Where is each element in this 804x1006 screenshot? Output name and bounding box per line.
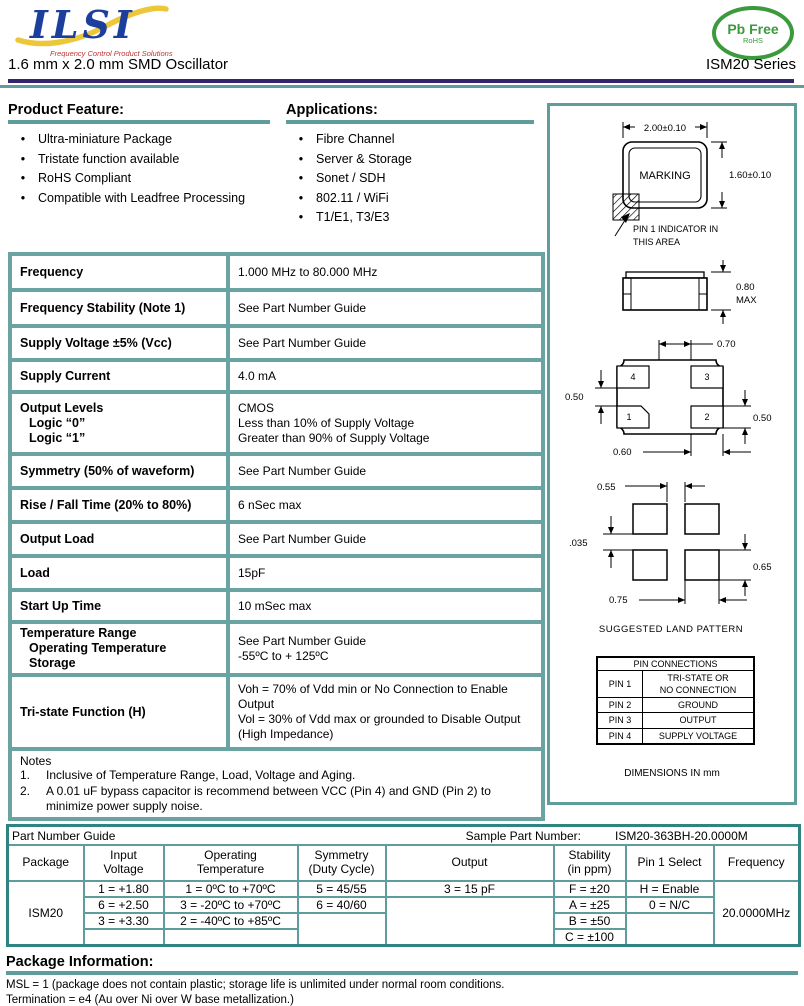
- feature-item: [8, 169, 270, 189]
- png-title: Part Number Guide: [12, 828, 116, 843]
- applications-title: Applications:: [286, 102, 378, 118]
- pad-number-2: 2: [704, 412, 710, 422]
- png-frequency-cell: 20.0000MHz: [714, 881, 800, 946]
- spec-label-supply-current: Supply Current: [10, 360, 228, 392]
- note-text: Inclusive of Temperature Range, Load, Voltage and Aging.: [46, 768, 356, 782]
- spec-value-output-load: See Part Number Guide: [228, 522, 543, 556]
- table-row: [10, 622, 543, 675]
- png-op-temp-2: 2 = -40ºC to +85ºC: [164, 913, 298, 929]
- feature-text: Tristate function available: [38, 151, 180, 166]
- png-symmetry-1: 6 = 40/60: [298, 897, 386, 913]
- package-information-underline: [6, 971, 798, 975]
- png-output-cell: 3 = 15 pF: [386, 881, 554, 897]
- bullet-icon: •: [20, 132, 26, 146]
- col-header-package: Package: [8, 845, 84, 881]
- application-item: [286, 169, 534, 189]
- land-pattern-drawing: [555, 474, 789, 642]
- col-header-frequency: Frequency: [714, 845, 800, 881]
- table-row: [8, 897, 800, 913]
- col-header-pin1-select: Pin 1 Select: [626, 845, 714, 881]
- table-row: [597, 657, 754, 671]
- pin1-cell: PIN 1: [597, 671, 643, 698]
- land-pattern-caption: SUGGESTED LAND PATTERN: [598, 624, 744, 635]
- table-row: [10, 360, 543, 392]
- application-item: [286, 208, 534, 228]
- features-applications: [8, 102, 538, 228]
- pin1-function-line2: NO CONNECTION: [659, 685, 737, 696]
- land-dim-left-arrows: [608, 527, 614, 557]
- side-dim-arrows: [720, 265, 726, 317]
- col-header-operating-temperature: Operating Temperature: [164, 845, 298, 881]
- land-top-dim: 0.55: [597, 482, 616, 493]
- png-input-voltage-0: 1 = +1.80: [84, 881, 164, 897]
- table-row: [10, 590, 543, 622]
- png-stability-0: F = ±20: [554, 881, 626, 897]
- spec-value-tristate: Voh = 70% of Vdd min or No Connection to Enable Output Vol = 30% of Vdd max or grounded to Disable Output (High Impedance): [228, 675, 543, 749]
- bottom-dim-left-arrows: [598, 381, 604, 413]
- feature-text: Ultra-miniature Package: [38, 132, 173, 146]
- pin4-cell: PIN 4: [597, 728, 643, 744]
- table-row: [10, 392, 543, 454]
- dimensions-note: DIMENSIONS IN mm: [624, 768, 720, 779]
- spec-label-load: Load: [10, 556, 228, 590]
- spec-value-load: 15pF: [228, 556, 543, 590]
- feature-item: [8, 150, 270, 170]
- pad-number-3: 3: [704, 372, 710, 382]
- package-information-section: [6, 954, 798, 1006]
- badge-pbfree-label: Pb Free: [727, 20, 779, 37]
- spec-label-symmetry: Symmetry (50% of waveform): [10, 454, 228, 488]
- package-bottom-view-drawing: [555, 334, 789, 472]
- application-text: Sonet / SDH: [316, 171, 386, 185]
- table-row: [597, 713, 754, 728]
- package-side-view-drawing: [555, 258, 789, 332]
- side-dim-lines: [711, 260, 731, 324]
- logo-tagline: Frequency Control Product Solutions: [50, 49, 173, 58]
- pin1-function-line1: TRI-STATE OR: [667, 673, 729, 683]
- ilsi-logo: [14, 2, 214, 58]
- logo-text: ILSI: [30, 2, 136, 47]
- divider-teal: [0, 85, 804, 88]
- note-item: [20, 768, 533, 784]
- pin3-function: OUTPUT: [643, 713, 755, 728]
- land-left-dim: .035: [569, 538, 588, 549]
- col-header-stability: Stability (in ppm): [554, 845, 626, 881]
- note-number: 2.: [20, 783, 31, 798]
- pin1-note-line1: PIN 1 INDICATOR IN: [633, 224, 719, 234]
- table-row: [10, 749, 543, 819]
- applications-section: [286, 102, 534, 228]
- spec-label-output-levels: Output Levels Logic “0” Logic “1”: [10, 392, 228, 454]
- table-row: [8, 826, 800, 846]
- note-text: A 0.01 uF bypass capacitor is recommend between VCC (Pin 4) and GND (Pin 2) to minimize power supply noise.: [46, 783, 491, 813]
- application-text: 802.11 / WiFi: [316, 190, 389, 205]
- pin-table-title: PIN CONNECTIONS: [597, 657, 754, 671]
- png-stability-3: C = ±100: [554, 929, 626, 946]
- png-pin1-select-0: H = Enable: [626, 881, 714, 897]
- spec-label-startup: Start Up Time: [10, 590, 228, 622]
- table-row: [8, 845, 800, 881]
- table-row: [10, 556, 543, 590]
- spec-value-rise-fall: 6 nSec max: [228, 488, 543, 522]
- pin1-function: [643, 671, 755, 698]
- ilsi-logo-icon: [14, 2, 174, 48]
- png-op-temp-empty: [164, 929, 298, 946]
- package-information-title: Package Information:: [6, 954, 154, 970]
- bottom-view-bottom-dim: 0.60: [613, 447, 632, 458]
- pad-number-4: 4: [630, 372, 636, 382]
- side-body: [623, 272, 707, 310]
- pin-connections-table: [596, 656, 755, 745]
- bottom-dim-bottom: [643, 434, 751, 456]
- marking-label: MARKING: [639, 170, 691, 182]
- land-dim-top: [625, 482, 705, 502]
- bullet-icon: •: [298, 210, 304, 224]
- bullet-icon: •: [298, 190, 304, 205]
- top-view-height-dim: 1.60±0.10: [729, 170, 772, 181]
- png-op-temp-1: 3 = -20ºC to +70ºC: [164, 897, 298, 913]
- png-input-voltage-1: 6 = +2.50: [84, 897, 164, 913]
- spec-table: [8, 252, 545, 821]
- spec-label-tristate: Tri-state Function (H): [10, 675, 228, 749]
- pin4-function: SUPPLY VOLTAGE: [643, 728, 755, 744]
- spec-label-stability: Frequency Stability (Note 1): [10, 290, 228, 326]
- table-row: [10, 675, 543, 749]
- side-view-max-label: MAX: [736, 295, 757, 306]
- col-header-symmetry: Symmetry (Duty Cycle): [298, 845, 386, 881]
- package-top-view-drawing: [555, 114, 789, 256]
- png-stability-2: B = ±50: [554, 913, 626, 929]
- table-row: [10, 454, 543, 488]
- png-title-row: [8, 826, 800, 846]
- land-pads: [633, 504, 719, 580]
- table-row: [597, 698, 754, 713]
- feature-text: Compatible with Leadfree Processing: [38, 190, 246, 205]
- pin2-cell: PIN 2: [597, 698, 643, 713]
- pin-connections: [596, 656, 755, 745]
- divider-purple: [8, 79, 794, 83]
- spec-value-frequency: 1.000 MHz to 80.000 MHz: [228, 254, 543, 290]
- spec-label-frequency: Frequency: [10, 254, 228, 290]
- notes-title: Notes: [20, 754, 52, 768]
- spec-value-symmetry: See Part Number Guide: [228, 454, 543, 488]
- spec-value-startup: 10 mSec max: [228, 590, 543, 622]
- table-row: [597, 728, 754, 744]
- spec-value-supply-current: 4.0 mA: [228, 360, 543, 392]
- spec-label-temp-range: Temperature Range Operating Temperature Storage: [10, 622, 228, 675]
- spec-label-supply-voltage: Supply Voltage ±5% (Vcc): [10, 326, 228, 360]
- bullet-icon: •: [20, 171, 26, 185]
- msl-line: MSL = 1 (package does not contain plastic; storage life is unlimited under normal room conditions.: [6, 978, 505, 991]
- pin1-note-line2: THIS AREA: [633, 237, 681, 247]
- bullet-icon: •: [298, 151, 304, 166]
- pin2-function: GROUND: [643, 698, 755, 713]
- col-header-output: Output: [386, 845, 554, 881]
- mechanical-drawings-panel: [547, 103, 797, 805]
- table-row: [597, 671, 754, 698]
- top-view-width-dim: 2.00±0.10: [643, 123, 687, 134]
- badge-rohs-label: RoHS: [742, 35, 763, 45]
- application-text: Fibre Channel: [316, 132, 395, 146]
- bullet-icon: •: [20, 151, 26, 166]
- sample-part-number-label: Sample Part Number:: [465, 828, 581, 843]
- table-row: [8, 881, 800, 897]
- png-op-temp-0: 1 = 0ºC to +70ºC: [164, 881, 298, 897]
- spec-value-supply-voltage: See Part Number Guide: [228, 326, 543, 360]
- bottom-view-right-dim: 0.50: [753, 413, 772, 424]
- spec-value-stability: See Part Number Guide: [228, 290, 543, 326]
- png-input-voltage-empty: [84, 929, 164, 946]
- application-text: T1/E1, T3/E3: [316, 210, 390, 224]
- land-dim-top-arrows: [660, 483, 692, 489]
- note-number: 1.: [20, 768, 31, 782]
- png-pin1-select-empty: [626, 913, 714, 946]
- png-package-cell: ISM20: [8, 881, 84, 946]
- table-row: [10, 254, 543, 290]
- land-dim-bottom: [639, 580, 747, 604]
- application-text: Server & Storage: [316, 151, 412, 166]
- part-number-guide-table: [6, 824, 801, 947]
- sample-part-number-value: ISM20-363BH-20.0000M: [615, 828, 748, 843]
- bottom-view-top-dim: 0.70: [717, 339, 736, 350]
- spec-notes: [10, 749, 543, 819]
- side-view-height-dim: 0.80: [736, 282, 755, 293]
- termination-line: Termination = e4 (Au over Ni over W base metallization.): [6, 993, 294, 1006]
- png-stability-1: A = ±25: [554, 897, 626, 913]
- pin3-cell: PIN 3: [597, 713, 643, 728]
- product-feature-section: [8, 102, 270, 228]
- spec-value-temp-range: See Part Number Guide -55ºC to + 125ºC: [228, 622, 543, 675]
- page-title: 1.6 mm x 2.0 mm SMD Oscillator: [8, 56, 229, 73]
- applications-underline: [286, 120, 534, 124]
- land-right-dim: 0.65: [753, 562, 772, 573]
- product-feature-underline: [8, 120, 270, 124]
- application-item: [286, 130, 534, 150]
- feature-item: [8, 130, 270, 150]
- feature-text: RoHS Compliant: [38, 171, 132, 185]
- bottom-dim-right: [723, 390, 751, 444]
- bottom-view-left-dim: 0.50: [565, 392, 584, 403]
- series-title: ISM20 Series: [705, 56, 796, 73]
- png-input-voltage-2: 3 = +3.30: [84, 913, 164, 929]
- png-symmetry-empty: [298, 913, 386, 946]
- land-bottom-dim: 0.75: [609, 595, 628, 606]
- bottom-dim-right-arrows: [742, 399, 748, 435]
- feature-item: [8, 189, 270, 209]
- table-row: [10, 290, 543, 326]
- bottom-dim-left: [595, 370, 617, 424]
- height-dim-lines: [711, 142, 727, 208]
- table-row: [10, 326, 543, 360]
- product-feature-title: Product Feature:: [8, 102, 125, 118]
- title-row: [8, 56, 796, 73]
- png-output-empty: [386, 897, 554, 946]
- png-symmetry-0: 5 = 45/55: [298, 881, 386, 897]
- pad-number-1: 1: [626, 412, 632, 422]
- spec-label-output-load: Output Load: [10, 522, 228, 556]
- spec-label-rise-fall: Rise / Fall Time (20% to 80%): [10, 488, 228, 522]
- table-row: [10, 488, 543, 522]
- table-row: [10, 522, 543, 556]
- png-pin1-select-1: 0 = N/C: [626, 897, 714, 913]
- application-item: [286, 150, 534, 170]
- note-item: [20, 784, 533, 815]
- spec-value-output-levels: CMOS Less than 10% of Supply Voltage Greater than 90% of Supply Voltage: [228, 392, 543, 454]
- bullet-icon: •: [298, 171, 304, 185]
- pb-free-rohs-badge: [712, 6, 794, 60]
- bullet-icon: •: [298, 132, 304, 146]
- col-header-input-voltage: Input Voltage: [84, 845, 164, 881]
- land-dim-left: [603, 516, 633, 568]
- bullet-icon: •: [20, 190, 26, 205]
- application-item: [286, 189, 534, 209]
